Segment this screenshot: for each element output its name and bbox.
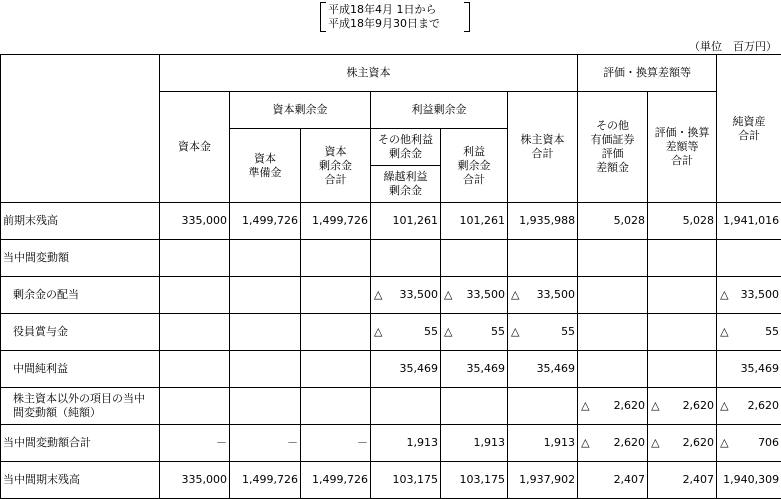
- value-cell: [371, 425, 441, 462]
- value-cell: [441, 314, 508, 351]
- value-cell: [230, 314, 301, 351]
- cell-value: 35,469: [537, 362, 576, 375]
- value-cell: [578, 240, 648, 277]
- cell-value: 335,000: [182, 473, 228, 486]
- value-cell: [230, 462, 301, 499]
- header-valuation-total: 評価・換算 差額等 合計: [648, 92, 717, 203]
- cell-value: 2,407: [614, 473, 646, 486]
- value-cell: [301, 203, 371, 240]
- value-cell: [371, 388, 441, 425]
- value-cell: [160, 277, 230, 314]
- value-cell: [301, 314, 371, 351]
- value-cell: [717, 277, 781, 314]
- value-cell: [230, 388, 301, 425]
- value-cell: [301, 351, 371, 388]
- cell-value: 2,620: [614, 436, 646, 449]
- cell-value: －: [216, 436, 227, 449]
- table-header: [1, 55, 781, 203]
- value-cell: [441, 462, 508, 499]
- cell-value: 1,913: [544, 436, 576, 449]
- cell-value: 1,499,726: [242, 214, 298, 227]
- cell-value: 1,499,726: [242, 473, 298, 486]
- value-cell: [371, 462, 441, 499]
- value-cell: [717, 351, 781, 388]
- cell-value: 2,620: [748, 399, 780, 412]
- value-cell: [578, 388, 648, 425]
- negative-triangle: △: [651, 399, 659, 413]
- cell-value: 1,913: [407, 436, 439, 449]
- header-capital-reserve: 資本 準備金: [230, 129, 301, 203]
- value-cell: [648, 388, 717, 425]
- value-cell: [578, 277, 648, 314]
- period-from: 平成18年4月 1日から: [328, 3, 437, 17]
- value-cell: [230, 277, 301, 314]
- negative-triangle: △: [720, 436, 728, 450]
- value-cell: [648, 425, 717, 462]
- cell-value: 5,028: [614, 214, 646, 227]
- negative-triangle: △: [581, 399, 589, 413]
- value-cell: [230, 203, 301, 240]
- cell-value: 55: [561, 325, 575, 338]
- row-label: 株主資本以外の項目の当中 間変動額（純額）: [1, 388, 160, 425]
- value-cell: [648, 203, 717, 240]
- cell-value: 33,500: [537, 288, 576, 301]
- right-bracket: [464, 2, 470, 32]
- value-cell: [578, 314, 648, 351]
- cell-value: 1,940,309: [723, 473, 779, 486]
- cell-value: －: [357, 436, 368, 449]
- cell-value: 1,499,726: [312, 214, 368, 227]
- table-row: [1, 314, 781, 351]
- cell-value: 2,620: [614, 399, 646, 412]
- header-other-retained: その他利益 剰余金: [371, 129, 441, 166]
- value-cell: [508, 351, 578, 388]
- value-cell: [301, 462, 371, 499]
- value-cell: [578, 425, 648, 462]
- cell-value: 2,620: [683, 436, 715, 449]
- header-retained-earnings: 利益剰余金: [371, 92, 508, 129]
- value-cell: [441, 425, 508, 462]
- value-cell: [301, 388, 371, 425]
- cell-value: 2,620: [683, 399, 715, 412]
- value-cell: [371, 203, 441, 240]
- value-cell: [508, 277, 578, 314]
- table-row: [1, 462, 781, 499]
- table-row: [1, 351, 781, 388]
- value-cell: [648, 314, 717, 351]
- cell-value: 1,499,726: [312, 473, 368, 486]
- value-cell: [578, 462, 648, 499]
- value-cell: [371, 314, 441, 351]
- row-label: 当中間変動額: [1, 240, 160, 277]
- cell-value: 103,175: [393, 473, 439, 486]
- value-cell: [508, 388, 578, 425]
- value-cell: [371, 277, 441, 314]
- cell-value: 35,469: [400, 362, 439, 375]
- value-cell: [441, 203, 508, 240]
- table-row: [1, 425, 781, 462]
- header-valuation: 評価・換算差額等: [578, 55, 717, 92]
- table-row: [1, 388, 781, 425]
- header-net-assets: 純資産 合計: [717, 55, 781, 203]
- negative-triangle: △: [651, 436, 659, 450]
- header-equity-total: 株主資本 合計: [508, 92, 578, 203]
- value-cell: [160, 203, 230, 240]
- negative-triangle: △: [374, 288, 382, 302]
- value-cell: [160, 462, 230, 499]
- value-cell: [230, 351, 301, 388]
- table-row: [1, 203, 781, 240]
- value-cell: [578, 351, 648, 388]
- value-cell: [441, 277, 508, 314]
- cell-value: 101,261: [460, 214, 506, 227]
- value-cell: [717, 388, 781, 425]
- row-label: 当中間期末残高: [1, 462, 160, 499]
- cell-value: 55: [765, 325, 779, 338]
- value-cell: [301, 425, 371, 462]
- cell-value: 335,000: [182, 214, 228, 227]
- row-label: 剰余金の配当: [1, 277, 160, 314]
- header-securities-diff: その他 有価証券 評価 差額金: [578, 92, 648, 203]
- header-capital-stock: 資本金: [160, 92, 230, 203]
- value-cell: [160, 240, 230, 277]
- table-row: [1, 277, 781, 314]
- cell-value: 101,261: [393, 214, 439, 227]
- value-cell: [508, 425, 578, 462]
- value-cell: [648, 351, 717, 388]
- cell-value: 35,469: [741, 362, 780, 375]
- value-cell: [508, 314, 578, 351]
- value-cell: [717, 314, 781, 351]
- value-cell: [441, 388, 508, 425]
- row-label: 前期末残高: [1, 203, 160, 240]
- negative-triangle: △: [444, 288, 452, 302]
- value-cell: [230, 425, 301, 462]
- value-cell: [160, 314, 230, 351]
- cell-value: 55: [491, 325, 505, 338]
- value-cell: [371, 351, 441, 388]
- cell-value: 706: [758, 436, 779, 449]
- value-cell: [230, 240, 301, 277]
- cell-value: －: [287, 436, 298, 449]
- value-cell: [508, 203, 578, 240]
- negative-triangle: △: [720, 325, 728, 339]
- negative-triangle: △: [581, 436, 589, 450]
- row-label: 当中間変動額合計: [1, 425, 160, 462]
- value-cell: [578, 203, 648, 240]
- cell-value: 35,469: [467, 362, 506, 375]
- header-capital-surplus-total: 資本 剰余金 合計: [301, 129, 371, 203]
- period-to: 平成18年9月30日まで: [328, 17, 440, 31]
- equity-statement-table: [0, 54, 781, 499]
- value-cell: [160, 388, 230, 425]
- value-cell: [301, 240, 371, 277]
- value-cell: [648, 240, 717, 277]
- negative-triangle: △: [444, 325, 452, 339]
- cell-value: 33,500: [741, 288, 780, 301]
- table-row: [1, 240, 781, 277]
- header-blank: [1, 55, 160, 203]
- cell-value: 1,941,016: [723, 214, 779, 227]
- negative-triangle: △: [720, 399, 728, 413]
- row-label: 役員賞与金: [1, 314, 160, 351]
- value-cell: [648, 277, 717, 314]
- cell-value: 5,028: [683, 214, 715, 227]
- cell-value: 1,937,902: [519, 473, 575, 486]
- cell-value: 33,500: [400, 288, 439, 301]
- value-cell: [160, 425, 230, 462]
- cell-value: 55: [424, 325, 438, 338]
- header-shareholders-equity: 株主資本: [160, 55, 578, 92]
- value-cell: [371, 240, 441, 277]
- value-cell: [301, 277, 371, 314]
- negative-triangle: △: [511, 288, 519, 302]
- value-cell: [717, 240, 781, 277]
- cell-value: 1,913: [474, 436, 506, 449]
- value-cell: [441, 240, 508, 277]
- negative-triangle: △: [374, 325, 382, 339]
- cell-value: 2,407: [683, 473, 715, 486]
- value-cell: [508, 462, 578, 499]
- period-range: [320, 2, 470, 32]
- cell-value: 1,935,988: [519, 214, 575, 227]
- cell-value: 33,500: [467, 288, 506, 301]
- negative-triangle: △: [720, 288, 728, 302]
- cell-value: 103,175: [460, 473, 506, 486]
- negative-triangle: △: [511, 325, 519, 339]
- header-capital-surplus: 資本剰余金: [230, 92, 371, 129]
- value-cell: [508, 240, 578, 277]
- header-retained-total: 利益 剰余金 合計: [441, 129, 508, 203]
- value-cell: [648, 462, 717, 499]
- left-bracket: [320, 2, 326, 32]
- value-cell: [160, 351, 230, 388]
- value-cell: [717, 203, 781, 240]
- value-cell: [441, 351, 508, 388]
- table-body: [1, 203, 781, 499]
- value-cell: [717, 425, 781, 462]
- row-label: 中間純利益: [1, 351, 160, 388]
- unit-label: （単位 百万円）: [689, 38, 777, 54]
- value-cell: [717, 462, 781, 499]
- header-earned-surplus-carried: 繰越利益 剰余金: [371, 166, 441, 203]
